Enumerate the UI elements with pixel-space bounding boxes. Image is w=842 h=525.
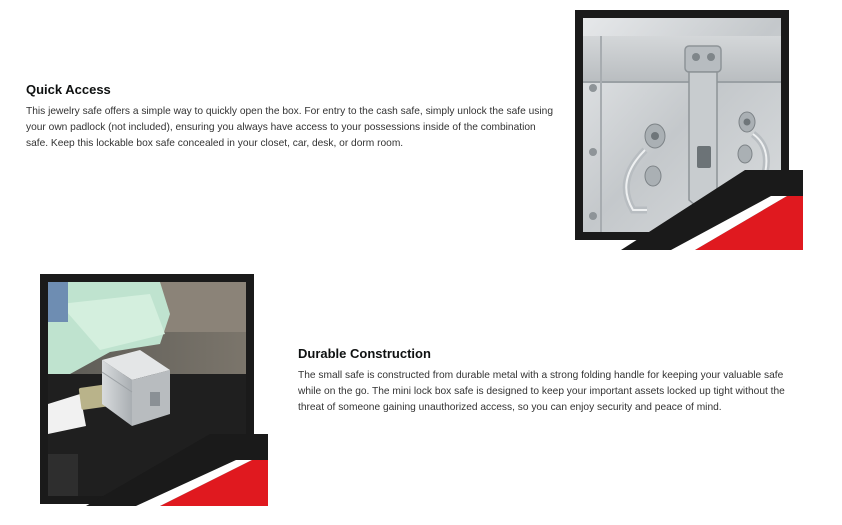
quick-access-title: Quick Access bbox=[26, 82, 111, 97]
quick-access-section bbox=[26, 82, 556, 152]
safe-on-table-image-svg bbox=[40, 274, 268, 506]
durable-construction-image bbox=[40, 274, 268, 506]
quick-access-description: This jewelry safe offers a simple way to quickly open the box. For entry to the cash safe, simply unlock the safe using your own padlock (not included), ensuring you always have access to your possessions inside of the combination safe. Keep this lockable box safe concealed in your closet, car, desk, or dorm room. bbox=[26, 106, 553, 149]
durable-construction-title: Durable Construction bbox=[298, 346, 431, 361]
safe-hasp-closeup-image-svg bbox=[575, 10, 803, 250]
quick-access-image bbox=[575, 10, 803, 250]
durable-construction-section bbox=[298, 346, 788, 416]
durable-construction-description: The small safe is constructed from durable metal with a strong folding handle for keeping your valuable safe while on the go. The mini lock box safe is designed to keep your important assets locked up tight without the threat of someone gaining unauthorized access, so you can enjoy security and peace of mind. bbox=[298, 370, 785, 413]
